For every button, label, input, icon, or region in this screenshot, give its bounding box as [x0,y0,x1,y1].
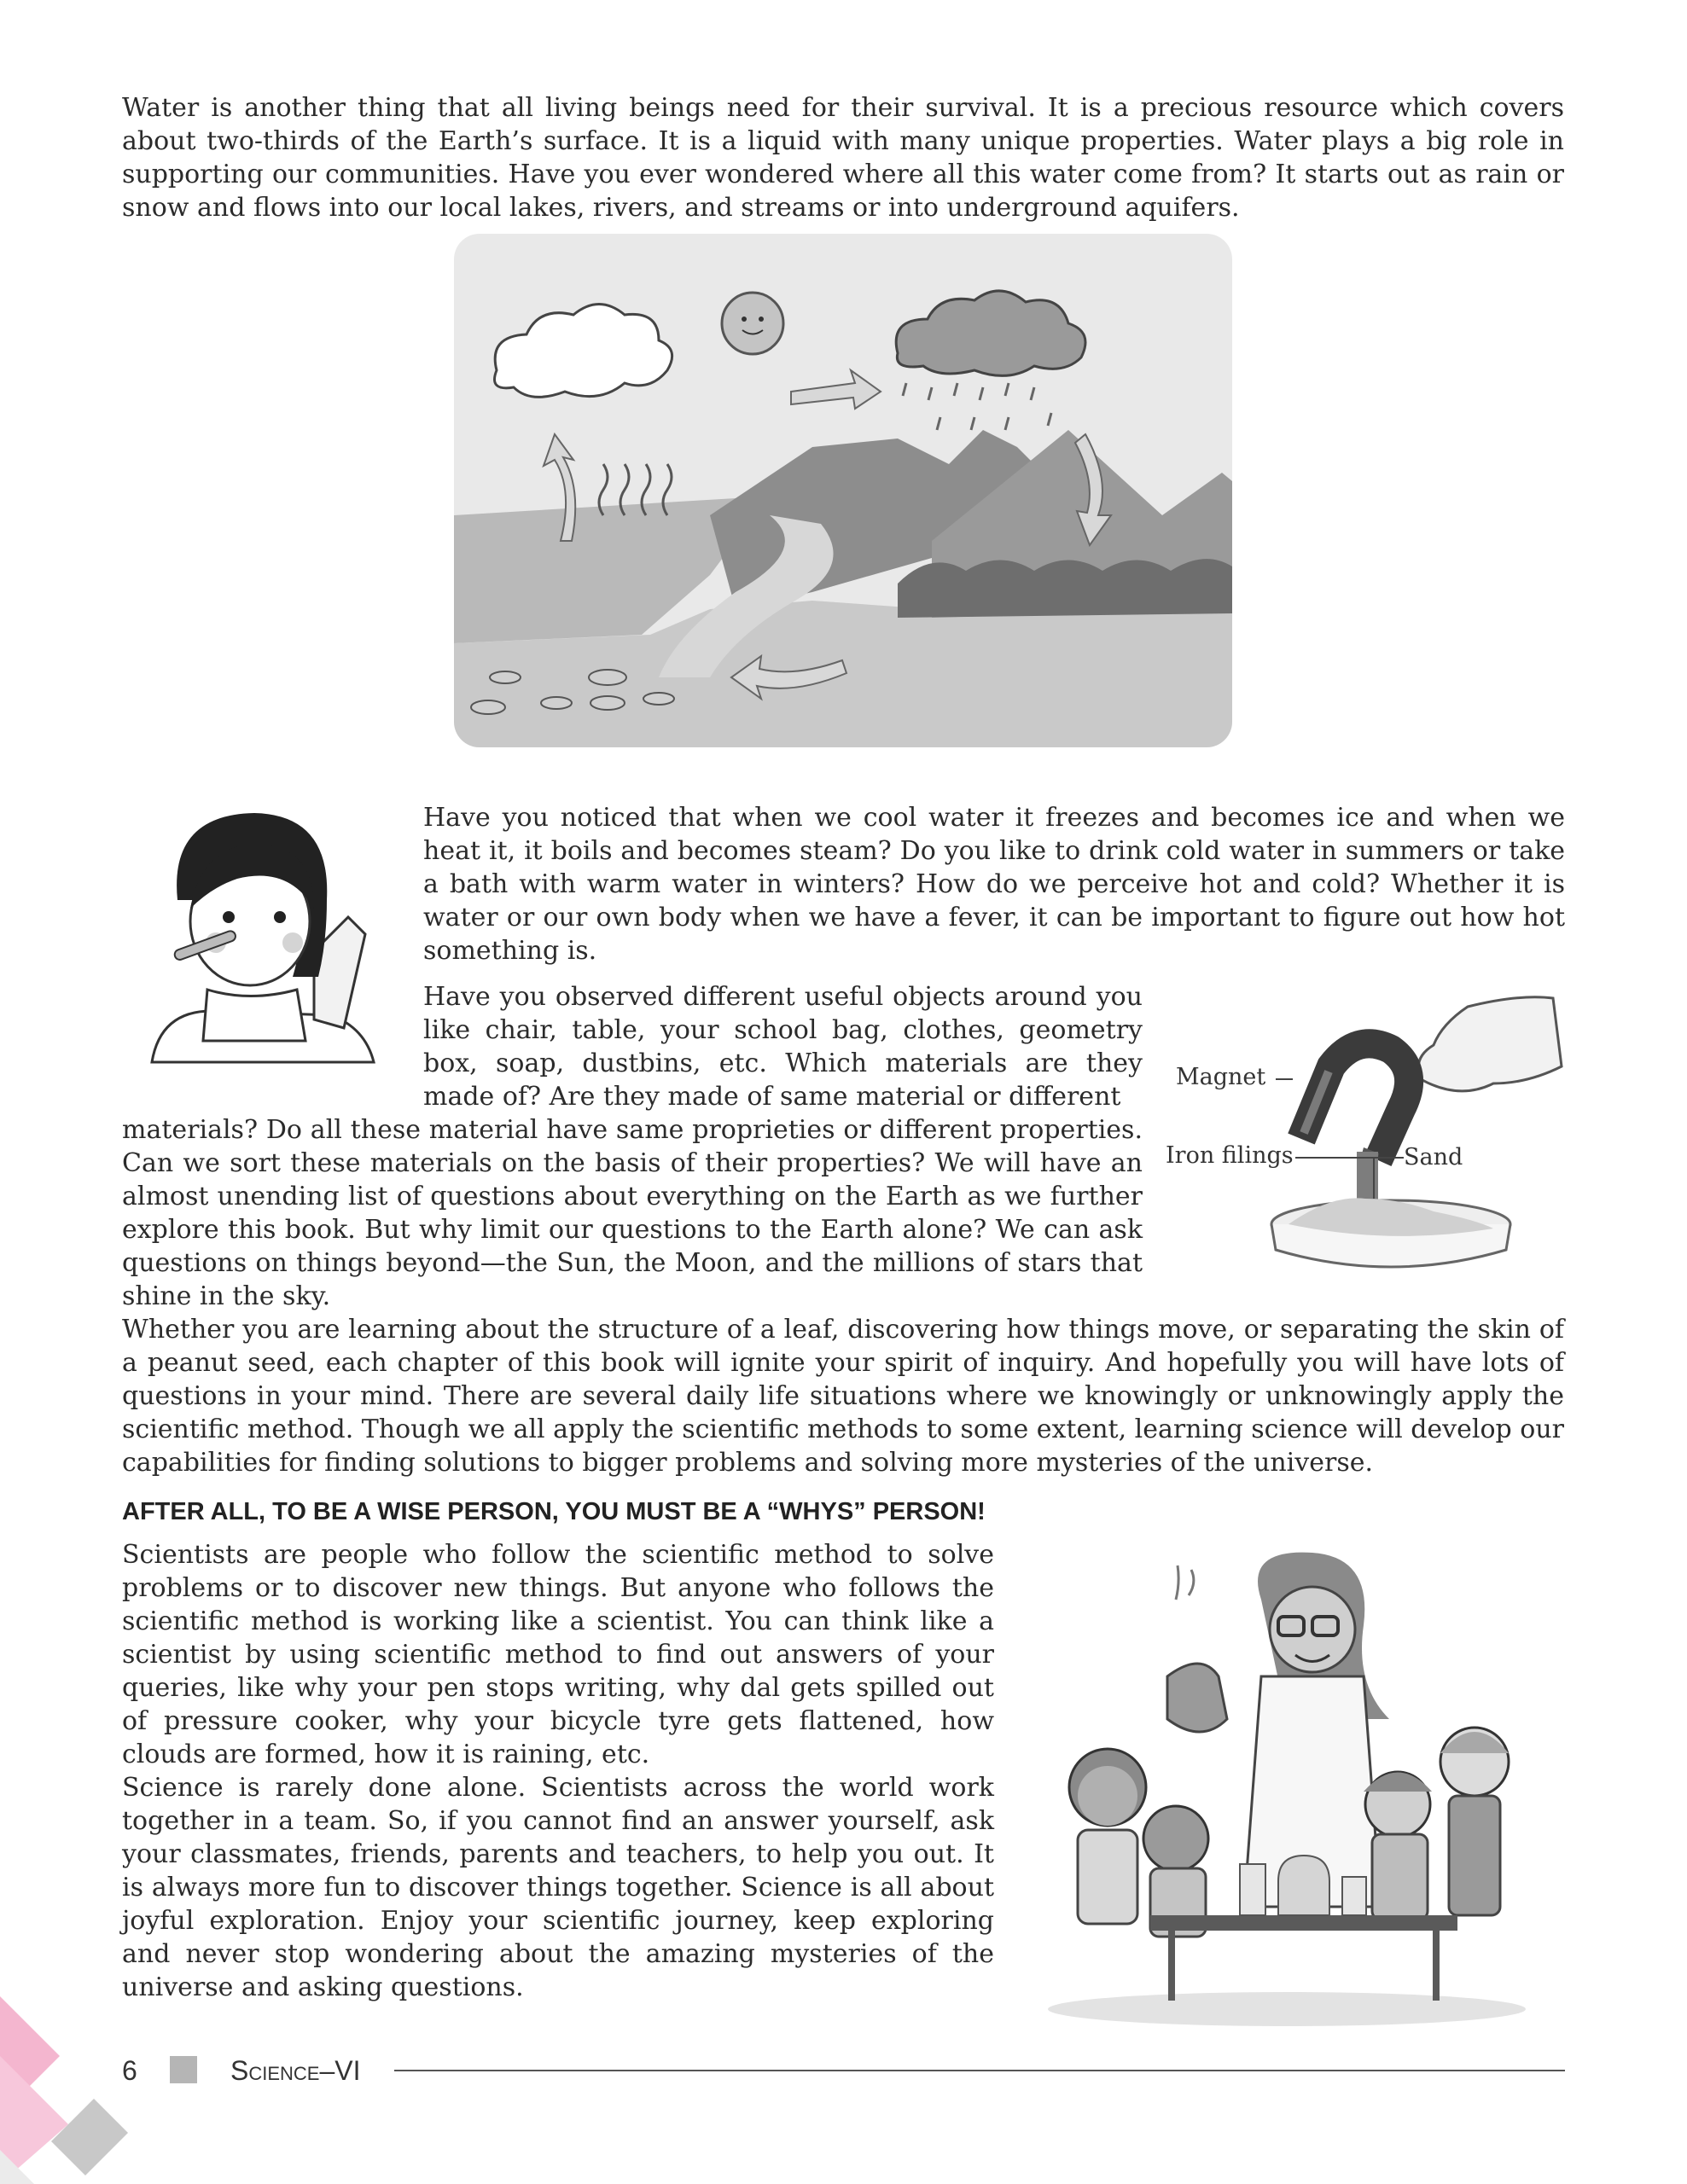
footer-rule [394,2070,1565,2071]
sand-label: Sand [1404,1144,1463,1170]
girl-with-thermometer-illustration [143,806,387,1075]
inquiry-paragraph: Whether you are learning about the structure of a leaf, discovering how things move, or separating the skin of a peanut seed, each chapter of this book will ignite your spirit of inquiry. And hopefully you will have lots of questions in your mind. There are several daily life situations where we knowingly or unknowingly apply the scientific method. Though we all apply the scientific methods to some extent, learning science will develop our capabilities for finding solutions to bigger problems and solving more mysteries of the universe. [122,1315,1564,1478]
water-cycle-illustration [454,234,1232,747]
materials-paragraph-bottom: materials? Do all these material have same proprieties or different properties. Can we sort these materials on the basis of their properties? We will have an almost unending list of questions about everything on the Earth as we further explore this book. But why limit our questions to the Earth alone? We can ask questions on things beyond—the Sun, the Moon, and the millions of stars that shine in the sky. [122,1115,1143,1311]
page-number: 6 [122,2055,137,2086]
section-heading: AFTER ALL, TO BE A WISE PERSON, YOU MUST BE A “WHYS” PERSON! [122,1498,986,1525]
scientists-paragraph: Scientists are people who follow the scientific method to solve problems or to discover new things. But anyone who follows the scientific method is working like a scientist. You can think like a scientist by using scientific method to find out answers of your queries, like why your pen stops writing, why dal gets spilled out of pressure cooker, why your bicycle tyre gets flattened, how clouds are formed, how it is raining, etc. [122,1540,994,1769]
label-leader-lines [1271,1071,1408,1216]
iron-filings-label: Iron filings [1166,1142,1294,1169]
book-title: Science–VI [230,2055,361,2086]
scientist-with-children-illustration [1031,1548,1543,2035]
intro-paragraph: Water is another thing that all living beings need for their survival. It is a precious resource which covers about two-thirds of the Earth’s surface. It is a liquid with many unique properties. Water plays a big role in supporting our communities. Have you ever wondered where all this water come from? It starts out as rain or snow and flows into our local lakes, rivers, and streams or into underground aquifers. [122,93,1564,223]
materials-paragraph-top: Have you observed different useful objects around you like chair, table, your school bag, clothes, geometry box, soap, dustbins, etc. Which materials are they made of? Are they made of same material or different [423,982,1143,1112]
magnet-label: Magnet [1176,1064,1266,1090]
teamwork-paragraph: Science is rarely done alone. Scientists across the world work together in a team. So, if you cannot find an answer yourself, ask your classmates, friends, parents and teachers, to help you out. It is always more fun to discover things together. Science is all about joyful exploration. Enjoy your scientific journey, keep exploring and never stop wondering about the amazing mysteries of the universe and asking questions. [122,1773,994,2002]
footer-square-marker [170,2056,197,2083]
hot-cold-paragraph: Have you noticed that when we cool water it freezes and becomes ice and when we heat it, it boils and becomes steam? Do you like to drink cold water in summers or take a bath with warm water in winters? How do we perceive hot and cold? Whether it is water or our own body when we have a fever, it can be important to figure out how hot something is. [423,803,1565,966]
